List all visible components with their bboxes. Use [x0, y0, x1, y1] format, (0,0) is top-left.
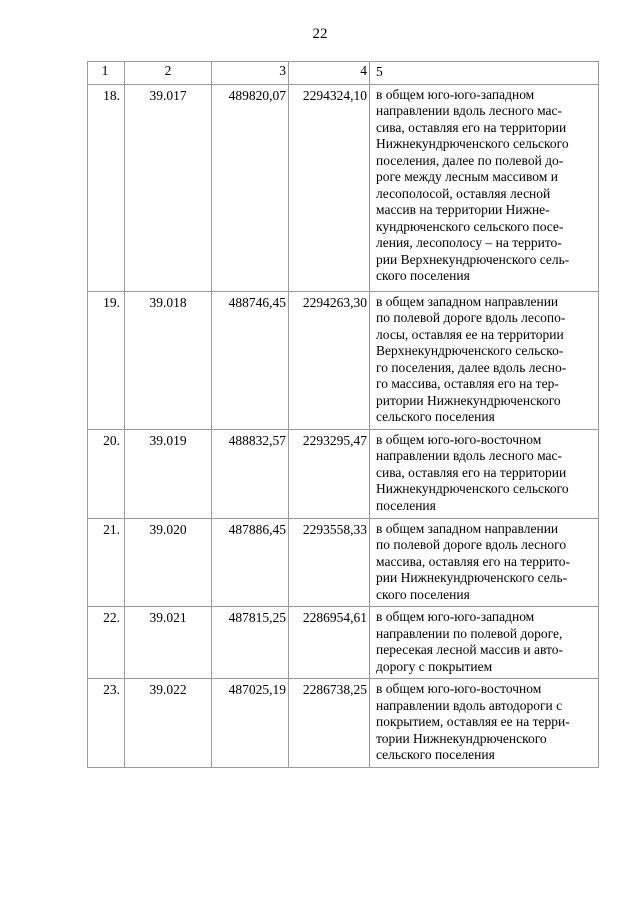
description-line: массив на территории Нижне-: [376, 202, 550, 217]
description-line: в общем западном направлении: [376, 520, 559, 536]
row-number: 21.: [88, 518, 125, 607]
table-row: [88, 679, 599, 768]
coord-x: 488832,57: [212, 429, 289, 518]
point-code: 39.017: [125, 84, 212, 291]
description-line: ского поселения: [376, 268, 470, 283]
description-line: поселения: [376, 497, 436, 513]
coord-x: 487025,19: [212, 679, 289, 768]
point-code: 39.018: [125, 291, 212, 429]
row-number: 20.: [88, 429, 125, 518]
description-line: направлении вдоль автодороги с: [376, 697, 563, 713]
description-line: в общем юго-юго-восточном: [376, 681, 542, 696]
boundary-description: [370, 84, 599, 291]
table-row: [88, 291, 599, 429]
boundary-description: [370, 607, 599, 679]
table-row: [88, 518, 599, 607]
coord-y: 2293558,33: [289, 518, 370, 607]
description-line: направлении вдоль лесного мас-: [376, 103, 563, 118]
coord-y: 2294324,10: [289, 84, 370, 291]
coord-y: 2286738,25: [289, 679, 370, 768]
description-line: кундрюченского сельского посе-: [376, 218, 564, 234]
coord-x: 487815,25: [212, 607, 289, 679]
header-col-4: 4: [289, 62, 370, 85]
description-line: по полевой дороге вдоль лесопо-: [376, 310, 566, 325]
description-line: Нижнекундрюченского сельского: [376, 136, 569, 151]
description-line: лесополосой, оставляя лесной: [376, 185, 551, 201]
description-line: роге между лесным массивом и: [376, 169, 558, 184]
row-number: 19.: [88, 291, 125, 429]
header-col-2: 2: [125, 62, 212, 85]
table-row: [88, 84, 599, 291]
boundary-description: [370, 291, 599, 429]
description-line: лосы, оставляя ее на территории: [376, 326, 564, 342]
point-code: 39.019: [125, 429, 212, 518]
description-line: по полевой дороге вдоль лесного: [376, 537, 567, 552]
row-number: 18.: [88, 84, 125, 291]
table-header-row: [88, 62, 599, 85]
point-code: 39.021: [125, 607, 212, 679]
boundary-description: [370, 429, 599, 518]
table-row: [88, 607, 599, 679]
description-line: ления, лесополосу – на террито-: [376, 235, 562, 250]
row-number: 23.: [88, 679, 125, 768]
description-line: в общем юго-юго-западном: [376, 609, 535, 624]
description-line: го поселения, далее вдоль лесно-: [376, 359, 567, 375]
page-number: 22: [312, 26, 328, 42]
description-line: сельского поселения: [376, 747, 495, 762]
description-line: поселения, далее по полевой до-: [376, 152, 564, 168]
header-col-3: 3: [212, 62, 289, 85]
description-line: пересекая лесной массив и авто-: [376, 642, 564, 657]
description-line: ского поселения: [376, 586, 470, 602]
description-line: сельского поселения: [376, 409, 495, 424]
point-code: 39.020: [125, 518, 212, 607]
description-line: го массива, оставляя его на тер-: [376, 376, 559, 391]
description-line: в общем западном направлении: [376, 293, 559, 309]
description-line: рии Верхнекундрюченского сель-: [376, 251, 570, 267]
boundary-description: [370, 518, 599, 607]
boundary-table: [87, 61, 599, 768]
description-line: покрытием, оставляя ее на терри-: [376, 714, 570, 729]
description-line: сива, оставляя его на территории: [376, 119, 567, 135]
coord-x: 487886,45: [212, 518, 289, 607]
description-line: в общем юго-юго-западном: [376, 86, 535, 102]
row-number: 22.: [88, 607, 125, 679]
coord-x: 489820,07: [212, 84, 289, 291]
description-line: Нижнекундрюченского сельского: [376, 481, 569, 496]
description-line: в общем юго-юго-восточном: [376, 431, 542, 447]
description-line: массива, оставляя его на террито-: [376, 553, 570, 569]
description-line: направлении по полевой дороге,: [376, 625, 563, 641]
description-line: тории Нижнекундрюченского: [376, 730, 547, 746]
description-line: направлении вдоль лесного мас-: [376, 448, 563, 463]
point-code: 39.022: [125, 679, 212, 768]
table-row: [88, 429, 599, 518]
description-line: Верхнекундрюченского сельско-: [376, 343, 564, 358]
coord-y: 2293295,47: [289, 429, 370, 518]
header-col-5: 5: [370, 62, 599, 85]
description-line: ритории Нижнекундрюченского: [376, 392, 561, 408]
boundary-description: [370, 679, 599, 768]
header-col-1: 1: [88, 62, 125, 85]
description-line: рии Нижнекундрюченского сель-: [376, 570, 568, 585]
description-line: дорогу с покрытием: [376, 658, 493, 674]
coord-y: 2286954,61: [289, 607, 370, 679]
coord-y: 2294263,30: [289, 291, 370, 429]
description-line: сива, оставляя его на территории: [376, 464, 567, 480]
coord-x: 488746,45: [212, 291, 289, 429]
